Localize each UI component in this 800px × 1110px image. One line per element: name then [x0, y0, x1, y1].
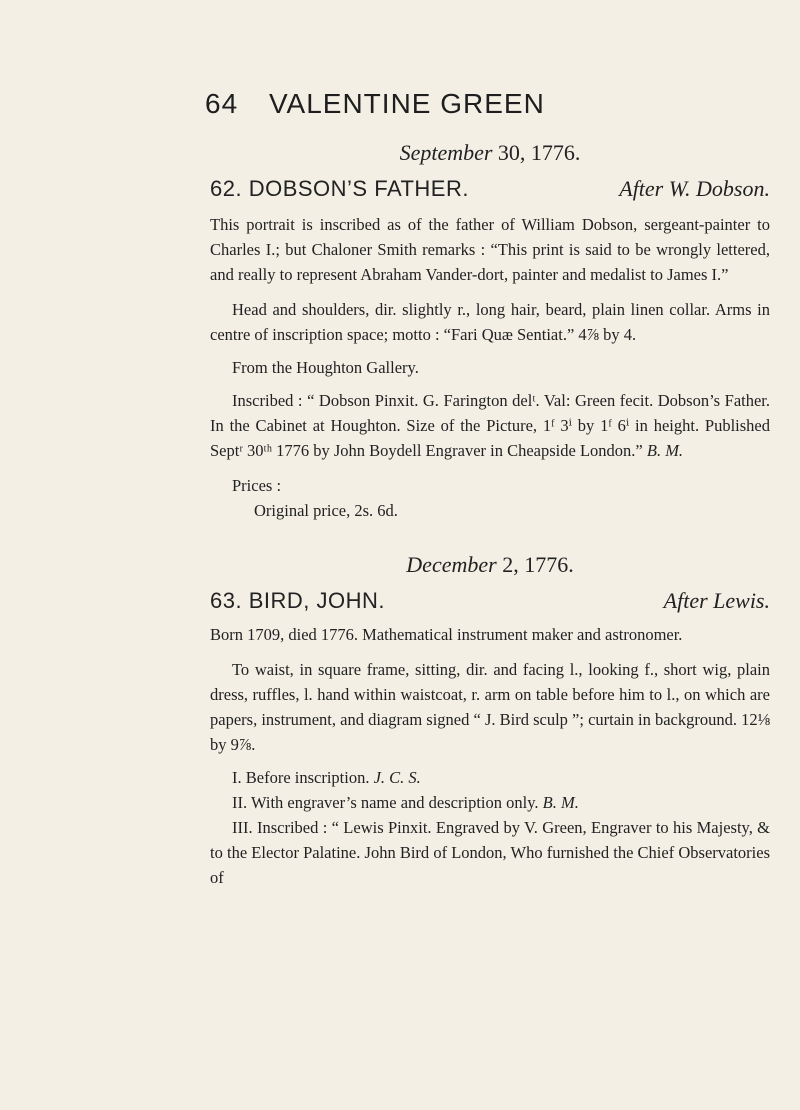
entry-63-date-month: December	[406, 552, 497, 577]
entry-62-inscribed-text: “ Dobson Pinxit. G. Farington delᵗ. Val: Green fecit. Dobson’s Father. In the Cabinet at Houghton. Size of the Picture, 1ᶠ 3ⁱ by 1ᶠ 6ⁱ in height. Published Septʳ 30ᵗʰ 1776 by John Boydell Engraver in Cheapside London.”	[210, 391, 771, 460]
entry-63-state-1	[210, 765, 770, 790]
entry-62-inscribed-initials: B. M.	[646, 441, 684, 460]
entry-62-para2: Head and shoulders, dir. slightly r., long hair, beard, plain linen collar. Arms in centre of inscription space; motto : “Fari Quæ Sentiat.” 4⅞ by 4.	[210, 300, 770, 344]
entry-62-date-day: 30,	[497, 140, 526, 165]
entry-63-date-year: 1776.	[524, 552, 574, 577]
entry-62-inscribed-label: Inscribed :	[232, 391, 303, 410]
entry-63-para2: To waist, in square frame, sitting, dir. and facing l., looking f., short wig, plain dress, ruffles, l. hand within waistcoat, r. arm on table before him to l., on which are papers, instrument, and diagram signed “ J. Bird sculp ”; curtain in background. 12⅛ by 9⅞.	[210, 660, 770, 754]
page-number: 64	[205, 88, 239, 119]
entry-63-state-3	[210, 815, 770, 890]
entry-63-date-day: 2,	[502, 552, 519, 577]
state-2-number: II.	[232, 793, 248, 812]
entry-63-state-2	[210, 790, 770, 815]
state-1-text: Before inscription.	[245, 768, 370, 787]
state-1-initials: J. C. S.	[373, 768, 421, 787]
entry-62-inscribed	[210, 388, 770, 463]
entry-63-date	[210, 552, 770, 578]
entry-63-after: After Lewis.	[663, 588, 770, 613]
state-3-number: III.	[232, 818, 253, 837]
entry-62-para3: From the Houghton Gallery.	[232, 358, 419, 377]
entry-62-title-row	[210, 176, 770, 202]
entry-62-prices-label: Prices :	[232, 476, 282, 495]
state-2-text: With engraver’s name and description only.	[250, 793, 539, 812]
state-1-number: I.	[232, 768, 242, 787]
running-title: VALENTINE GREEN	[268, 88, 545, 119]
entry-62-prices-text: Original price, 2s. 6d.	[254, 501, 398, 520]
entry-62-body	[210, 212, 770, 523]
entry-62-para1: This portrait is inscribed as of the father of William Dobson, sergeant-painter to Charles I.; but Chaloner Smith remarks : “This print is said to be wrongly lettered, and really to represent Abraham Vander-dort, painter and medalist to James I.”	[210, 215, 770, 284]
entry-63-title-row	[210, 588, 770, 614]
entry-62-title: 62. DOBSON’S FATHER.	[210, 176, 469, 201]
state-3-text: Inscribed : “ Lewis Pinxit. Engraved by V. Green, Engraver to his Majesty, & to the Elector Palatine. John Bird of London, Who furnished the Chief Observatories of	[210, 818, 771, 887]
entry-63-para1: Born 1709, died 1776. Mathematical instrument maker and astronomer.	[210, 625, 683, 644]
entry-62-after: After W. Dobson.	[619, 176, 770, 201]
running-header	[205, 88, 545, 120]
state-2-initials: B. M.	[542, 793, 579, 812]
entry-63-body	[210, 622, 770, 890]
entry-62-date	[210, 140, 770, 166]
entry-62-date-month: September	[399, 140, 493, 165]
entry-62-date-year: 1776.	[530, 140, 581, 165]
entry-63-title: 63. BIRD, JOHN.	[210, 588, 385, 613]
